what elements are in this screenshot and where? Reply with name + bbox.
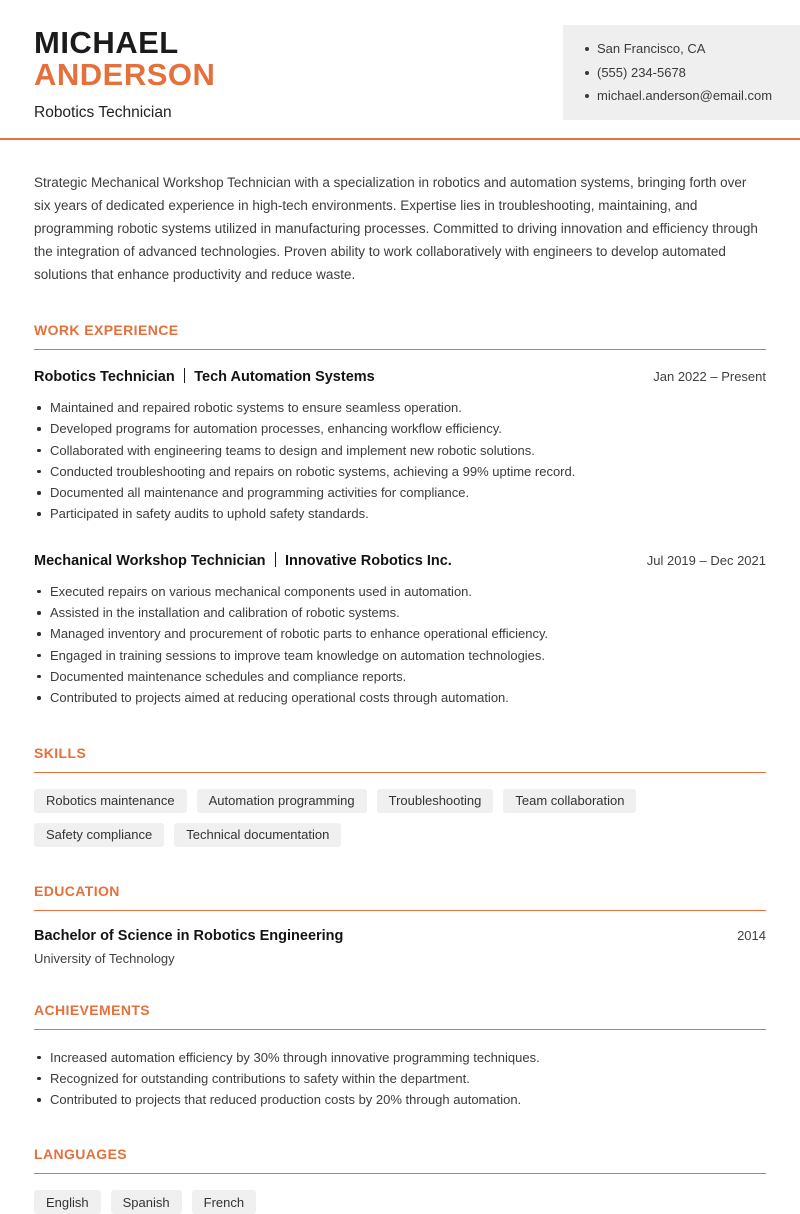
candidate-name (34, 27, 215, 91)
resume-header (0, 0, 800, 122)
section-skills (34, 745, 766, 847)
first-name: MICHAEL (34, 25, 179, 60)
job-bullet: Assisted in the installation and calibration of robotic systems. (34, 602, 766, 623)
contact-phone: (555) 234-5678 (583, 61, 790, 85)
header-identity (34, 25, 215, 122)
languages-heading: LANGUAGES (34, 1146, 766, 1174)
job-bullet: Managed inventory and procurement of robotic parts to enhance operational efficiency. (34, 623, 766, 644)
education-entry-header (34, 928, 766, 944)
job-role: Mechanical Workshop Technician (34, 552, 266, 569)
job-entry (34, 552, 766, 709)
pipe-separator (184, 368, 186, 383)
job-bullet: Developed programs for automation processes, enhancing workflow efficiency. (34, 418, 766, 439)
job-company: Innovative Robotics Inc. (285, 552, 452, 569)
work-experience-heading: WORK EXPERIENCE (34, 322, 766, 350)
education-heading: EDUCATION (34, 883, 766, 911)
skill-chip: Troubleshooting (377, 789, 494, 813)
job-bullet: Conducted troubleshooting and repairs on robotic systems, achieving a 99% uptime record. (34, 461, 766, 482)
section-languages (34, 1146, 766, 1214)
skills-heading: SKILLS (34, 745, 766, 773)
job-bullet: Contributed to projects aimed at reducing operational costs through automation. (34, 687, 766, 708)
achievements-bullet-list (34, 1047, 766, 1111)
skill-chip: Safety compliance (34, 823, 164, 847)
job-dates: Jul 2019 – Dec 2021 (646, 552, 766, 568)
job-header (34, 552, 766, 569)
job-bullet: Engaged in training sessions to improve team knowledge on automation technologies. (34, 645, 766, 666)
skill-chip: Technical documentation (174, 823, 341, 847)
achievements-heading: ACHIEVEMENTS (34, 1002, 766, 1030)
language-chip: French (192, 1190, 256, 1214)
graduation-year: 2014 (737, 927, 766, 943)
contact-list (583, 37, 790, 108)
skills-chip-list (34, 789, 766, 847)
contact-email: michael.anderson@email.com (583, 84, 790, 108)
school-name: University of Technology (34, 950, 175, 966)
skill-chip: Robotics maintenance (34, 789, 187, 813)
job-company: Tech Automation Systems (194, 369, 375, 385)
summary-text: Strategic Mechanical Workshop Technician with a specialization in robotics and automation systems, bringing forth over six years of dedicated experience in high-tech environments. Expertise lies in troubleshooting, maintaining, and programming robotic systems utilized in manufacturing processes. Committed to driving innovation and efficiency through the integration of advanced technologies. Proven ability to work collaboratively with engineers to develop automated solutions that enhance productivity and reduce waste. (34, 175, 758, 282)
achievement-bullet: Increased automation efficiency by 30% through innovative programming techniques. (34, 1047, 766, 1068)
job-bullet: Documented all maintenance and programming activities for compliance. (34, 482, 766, 503)
job-header (34, 368, 766, 385)
job-title-line (34, 368, 375, 385)
pipe-separator (275, 552, 277, 567)
degree-title: Bachelor of Science in Robotics Engineering (34, 927, 344, 944)
language-chip: English (34, 1190, 101, 1214)
job-bullet-list (34, 397, 766, 525)
job-bullet-list (34, 581, 766, 709)
header-divider (0, 138, 800, 140)
last-name: ANDERSON (34, 57, 216, 92)
job-entry (34, 368, 766, 525)
languages-chip-list (34, 1190, 766, 1214)
job-title-line (34, 552, 452, 569)
job-role: Robotics Technician (34, 369, 175, 385)
language-chip: Spanish (111, 1190, 182, 1214)
contact-box (563, 25, 800, 120)
job-bullet: Participated in safety audits to uphold safety standards. (34, 503, 766, 524)
resume-body (0, 171, 800, 1214)
job-bullet: Maintained and repaired robotic systems to ensure seamless operation. (34, 397, 766, 418)
job-bullet: Documented maintenance schedules and compliance reports. (34, 666, 766, 687)
achievement-bullet: Contributed to projects that reduced production costs by 20% through automation. (34, 1089, 766, 1110)
section-education (34, 883, 766, 966)
job-bullet: Collaborated with engineering teams to design and implement new robotic solutions. (34, 440, 766, 461)
contact-location: San Francisco, CA (583, 37, 790, 61)
skill-chip: Team collaboration (503, 789, 636, 813)
skill-chip: Automation programming (197, 789, 367, 813)
section-achievements (34, 1002, 766, 1111)
achievement-bullet: Recognized for outstanding contributions to safety within the department. (34, 1068, 766, 1089)
job-dates: Jan 2022 – Present (653, 369, 766, 384)
header-job-title: Robotics Technician (34, 104, 172, 121)
job-bullet: Executed repairs on various mechanical components used in automation. (34, 581, 766, 602)
section-work-experience (34, 322, 766, 709)
